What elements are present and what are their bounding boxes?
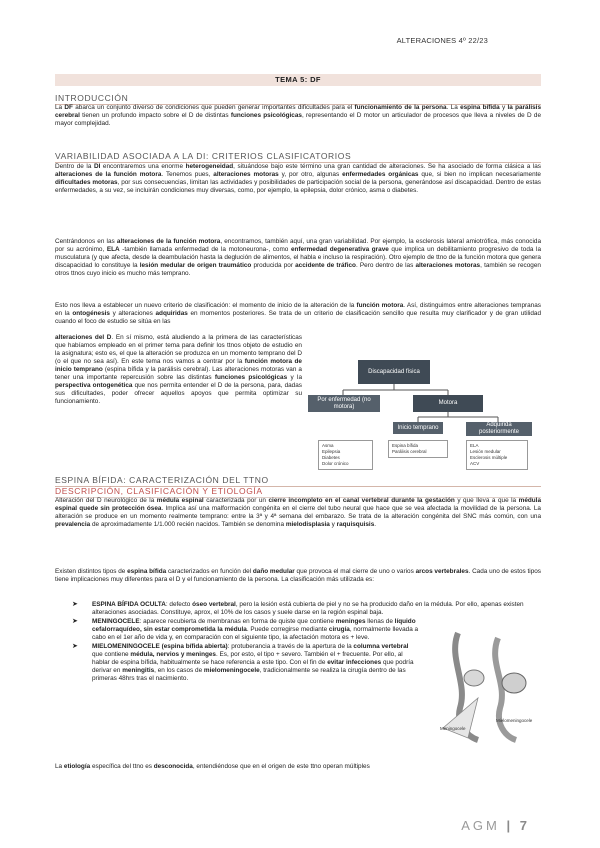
diagram-list-enfermedad — [318, 440, 373, 470]
list-item: Lesión medular — [470, 449, 501, 454]
arrow-bullet-icon: ➤ — [72, 618, 78, 626]
variabilidad-paragraph-2: Centrándonos en las alteraciones de la función motora, encontramos, también aquí, una gran variabilidad. Por ejemplo, la esclerosis lateral amiotrófica, más conocida por su acrónimo, ELA -también llamada enfermedad de la motoneurona-, como enfermedad degenerativa grave que implica un debilitamiento progresivo de toda la musculatura (y que afecta, desde la deambulación hasta la deglución de alimentos, el habla e incluso la respiración). Otro ejemplo de ttno de la función motora que genera discapacidad lo constituye la lesión medular de origen traumático producida por accidente de tráfico. Pero dentro de las alteraciones motoras, también se recogen otros ttnos cuyo inicio es mucho más temprano. — [55, 238, 542, 278]
list-item: Diabetes — [322, 455, 340, 460]
page-title: TEMA 5: DF — [55, 74, 541, 86]
list-item: ACV — [470, 461, 480, 466]
arrow-bullet-icon: ➤ — [72, 601, 78, 608]
list-item: Dolor crónico — [322, 461, 349, 466]
classification-diagram — [308, 360, 543, 472]
list-item: Esclerosis múltiple — [470, 455, 508, 460]
diagram-node-adquirida: Adquirida posteriormente — [466, 422, 532, 436]
list-item: Epilepsia — [322, 449, 341, 454]
footer-separator: | — [506, 818, 514, 833]
arrow-bullet-icon: ➤ — [72, 643, 78, 651]
list-item-meningocele: ➤ MENINGOCELE: aparece recubierta de membranas en forma de quiste que contiene meninges llenas de líquido cefalorraquídeo, sin estar comprometida la médula. Puede corregirse mediante cirugía, normalmente llevada a cabo en el 1er año de vida y, en comparación con el siguiente tipo, la afectación motora es + leve. — [72, 618, 419, 642]
variabilidad-paragraph-3a: Esto nos lleva a establecer un nuevo criterio de clasificación: el momento de inicio de la alteración de la función motora. Así, distinguimos entre alteraciones tempranas en la ontogénesis y alteraciones adquiridas en momentos posteriores. Se trata de un criterio de clasificación sencillo que resulta muy clarificador y de gran utilidad cuando el foco de estudio se sitúa en las — [55, 302, 541, 326]
list-item-mielomeningocele: ➤ MIELOMENINGOCELE (espina bífida abierta): protuberancia a través de la apertura de la columna vertebral que contiene médula, nervios y meninges. Es, por esto, el tipo + severo. También el + frecuente. Por ello, al hablar de espina bífida, habitualmente se hace referencia a este tipo. Con el fin de evitar infecciones que podría derivar en meningitis, en los casos de mielomeningocele, tradicionalmente se realiza la cirugía dentro de las primeras 48hrs tras el nacimiento. — [72, 643, 414, 683]
page-header: ALTERACIONES 4º 22/23 — [396, 36, 488, 45]
diagram-list-adquirida — [466, 440, 528, 470]
figure-label-meningocele: Meningocele — [440, 726, 466, 731]
etiologia-paragraph: La etiología específica del ttno es desconocida, entendiéndose que en el origen de este ttno operan múltiples — [55, 763, 370, 770]
list-item-oculta: ➤ ESPINA BÍFIDA OCULTA: defecto óseo vertebral, pero la lesión está cubierta de piel y no se ha producido daño en la médula. Por ello, apenas existen alteraciones asociadas. Constituye, aprox, el 10% de los casos y suele darse en la región espinal baja. — [72, 601, 524, 617]
spina-bifida-illustration — [438, 628, 546, 746]
variabilidad-paragraph-3b: alteraciones del D. En sí mismo, está aludiendo a la primera de las características que habíamos empleado en el primer tema para definir los ttnos objeto de estudio en la asignatura; esto es, el que la alteración se produzca en un momento temprano del D (o el que no sea así). En este tema nos vamos a centrar por la función motora de inicio temprano (espina bífida y la parálisis cerebral). Las alteraciones motoras van a tener una importante repercusión sobre las distintas funciones psicológicas y la perspectiva ontogenética que nos permita entender el D de la persona, para, dadas sus dificultades, poder ofrecer aquellos apoyos que permita optimizar su funcionamiento. — [55, 334, 302, 406]
intro-paragraph: La DF abarca un conjunto diverso de condiciones que pueden generar importantes dificultades para el funcionamiento de la persona. La espina bífida y la parálisis cerebral tienen un profundo impacto sobre el D de distintas funciones psicológicas, representando el D motor un articulador de procesos que lleva a niveles de D de mayor complejidad. — [55, 104, 542, 128]
espina-paragraph-1: Alteración del D neurológico de la médula espinal caracterizada por un cierre incompleto en el canal vertebral durante la gestación y que lleva a que la médula espinal quede sin protección ósea. Implica así una malformación congénita en el cierre del tubo neural que hace que se vea afectada la movilidad de la persona. La alteración se produce en un momento realmente temprano: entre la 3ª y 4ª semana del embarazo. Se trata de la alteración congénita del SNC más común, con una prevalencia de aproximadamente 1/1.000 recién nacidos. También se denomina mielodisplasia y raquisquisis. — [55, 497, 542, 529]
espina-type-list — [72, 601, 524, 684]
section-heading-intro: INTRODUCCIÓN — [55, 93, 541, 105]
author-initials: AGM — [461, 818, 500, 833]
list-item: Espina bífida — [392, 443, 419, 448]
page-footer — [461, 818, 530, 833]
variabilidad-paragraph-1: Dentro de la DI encontraremos una enorme heterogeneidad, situándose bajo este término una gran cantidad de alteraciones. Se ha asociado de forma clásica a las alteraciones de la función motora. Tenemos pues, alteraciones motoras y, por otro, algunas enfermedades orgánicas que, si bien no implican necesariamente dificultades motoras, por sus consecuencias, limitan las actividades y posibilidades de participación social de la persona, generándose así discapacidad. Dentro de estas enfermedades, a su vez, se incluirán condiciones muy diversas, como, por ejemplo, la epilepsia, dolor crónico, asma o diabetes. — [55, 163, 542, 195]
list-item: Parálisis cerebral — [392, 449, 427, 454]
diagram-node-temprano: Inicio temprano — [393, 422, 443, 434]
list-item: ELA — [470, 443, 479, 448]
diagram-list-temprano — [388, 440, 448, 458]
page-number: 7 — [519, 818, 530, 833]
section-heading-espina: ESPINA BÍFIDA: CARACTERIZACIÓN DEL TTNO — [55, 475, 541, 487]
list-item: Asma — [322, 443, 334, 448]
figure-label-mielomeningocele: Mielomeningocele — [496, 718, 533, 723]
diagram-node-enfermedad: Por enfermedad (no motora) — [308, 395, 380, 412]
espina-paragraph-2: Existen distintos tipos de espina bífida caracterizados en función del daño medular que provoca el mal cierre de uno o varios arcos vertebrales. Cada uno de estos tipos tiene implicaciones muy diferentes para el D y el funcionamiento de la persona. La clasificación más utilizada es: — [55, 568, 541, 584]
subsection-heading-descripcion: DESCRIPCIÓN, CLASIFICACIÓN Y ETIOLOGÍA — [55, 486, 541, 498]
diagram-node-motora: Motora — [413, 395, 483, 412]
section-heading-variabilidad: VARIABILIDAD ASOCIADA A LA DI: CRITERIOS CLASIFICATORIOS — [55, 151, 541, 163]
diagram-root-node: Discapacidad física — [358, 360, 430, 384]
